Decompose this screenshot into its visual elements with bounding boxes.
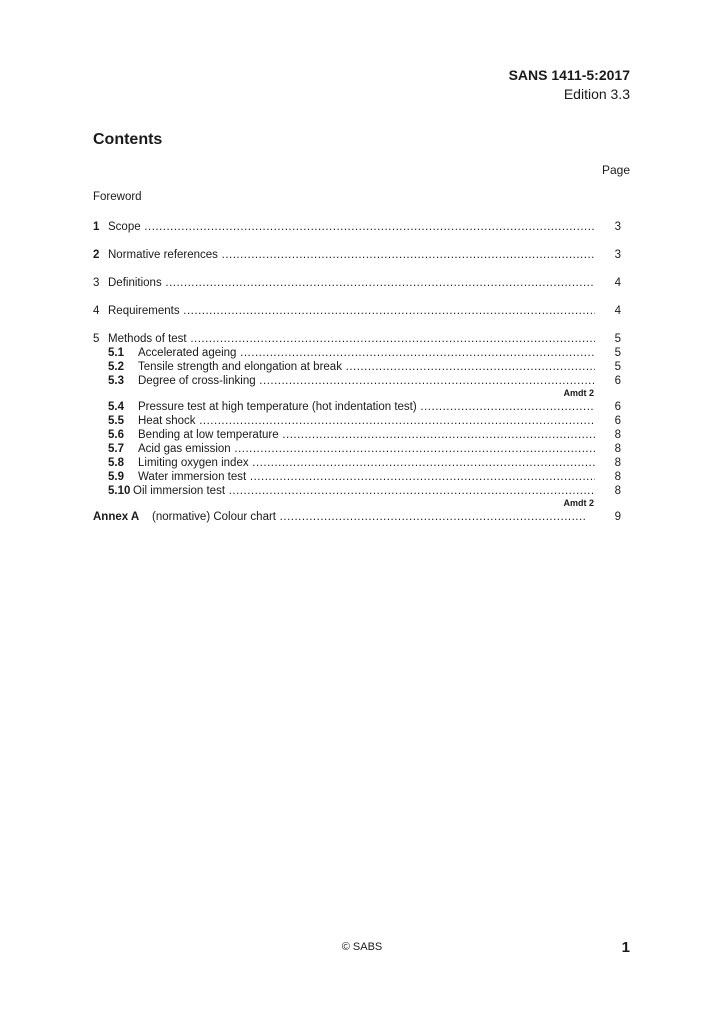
toc-entry-number: 5.10 <box>108 485 131 497</box>
toc-subentry-5-10[interactable] <box>108 484 631 498</box>
toc-entry-methods-of-test[interactable] <box>93 332 631 346</box>
toc-entry-number: 5 <box>93 333 100 345</box>
toc-entry-page: 6 <box>614 415 621 427</box>
toc-subentry-5-7[interactable] <box>108 442 631 456</box>
toc-entry-label: Requirements ..... <box>108 304 595 318</box>
toc-entry-number: 2 <box>93 249 100 261</box>
toc-entry-label: Water immersion test ..... <box>138 470 595 484</box>
amendment-mark: Amdt 2 <box>563 388 594 398</box>
annex-title: (normative) Colour chart ..... <box>152 510 586 524</box>
toc-foreword[interactable]: Foreword <box>93 191 142 203</box>
standard-number: SANS 1411-5:2017 <box>508 67 630 83</box>
toc-entry-page: 8 <box>614 471 621 483</box>
toc-entry-page: 5 <box>614 347 621 359</box>
toc-subentry-5-4[interactable] <box>108 400 631 414</box>
toc-entry-page: 8 <box>614 485 621 497</box>
toc-entry-label: Definitions ..... <box>108 276 595 290</box>
toc-entry-label: Oil immersion test ..... <box>133 484 595 498</box>
toc-subentry-5-8[interactable] <box>108 456 631 470</box>
toc-entry-page: 6 <box>614 375 621 387</box>
toc-entry-label: Scope ..... <box>108 220 595 234</box>
toc-entry-number: 5.2 <box>108 361 124 373</box>
toc-entry-page: 4 <box>614 305 621 317</box>
page-number: 1 <box>621 939 630 956</box>
toc-entry-requirements[interactable] <box>93 304 631 318</box>
toc-entry-label: Tensile strength and elongation at break ..... <box>138 360 595 374</box>
toc-entry-number: 5.1 <box>108 347 124 359</box>
toc-entry-page: 5 <box>614 361 621 373</box>
toc-entry-page: 4 <box>614 277 621 289</box>
toc-entry-page: 9 <box>614 511 621 523</box>
amendment-mark: Amdt 2 <box>563 498 594 508</box>
toc-entry-page: 5 <box>614 333 621 345</box>
toc-entry-page: 8 <box>614 457 621 469</box>
toc-entry-label: Heat shock ..... <box>138 414 595 428</box>
toc-subentry-5-5[interactable] <box>108 414 631 428</box>
toc-entry-number: 5.5 <box>108 415 124 427</box>
toc-entry-normative-references[interactable] <box>93 248 631 262</box>
edition-label: Edition 3.3 <box>563 86 630 102</box>
toc-subentry-5-2[interactable] <box>108 360 631 374</box>
toc-entry-number: 4 <box>93 305 100 317</box>
toc-entry-page: 3 <box>614 249 621 261</box>
toc-entry-page: 8 <box>614 443 621 455</box>
toc-entry-number: 1 <box>93 221 100 233</box>
toc-entry-label: Methods of test ..... <box>108 332 595 346</box>
toc-entry-label: Accelerated ageing ..... <box>138 346 595 360</box>
toc-entry-scope[interactable] <box>93 220 631 234</box>
toc-entry-number: 5.3 <box>108 375 124 387</box>
toc-entry-number: 5.4 <box>108 401 124 413</box>
toc-entry-label: Bending at low temperature ..... <box>138 428 595 442</box>
toc-entry-label: Pressure test at high temperature (hot indentation test) ..... <box>138 400 595 414</box>
toc-subentry-5-9[interactable] <box>108 470 631 484</box>
contents-heading: Contents <box>93 131 163 148</box>
toc-entry-number: 3 <box>93 277 100 289</box>
toc-entry-number: 5.7 <box>108 443 124 455</box>
toc-entry-annex-a[interactable] <box>93 510 631 524</box>
toc-entry-page: 6 <box>614 401 621 413</box>
toc-subentry-5-3[interactable] <box>108 374 631 388</box>
toc-entry-page: 8 <box>614 429 621 441</box>
toc-entry-page: 3 <box>614 221 621 233</box>
toc-subentry-5-1[interactable] <box>108 346 631 360</box>
copyright-footer: © SABS <box>341 941 383 953</box>
toc-entry-definitions[interactable] <box>93 276 631 290</box>
toc-entry-number: 5.6 <box>108 429 124 441</box>
toc-subentry-5-6[interactable] <box>108 428 631 442</box>
toc-entry-label: Normative references ..... <box>108 248 595 262</box>
toc-entry-number: 5.9 <box>108 471 124 483</box>
toc-entry-label: Acid gas emission ..... <box>138 442 595 456</box>
page-column-heading: Page <box>601 163 630 177</box>
annex-label: Annex A <box>93 511 140 523</box>
toc-entry-number: 5.8 <box>108 457 124 469</box>
toc-entry-label: Limiting oxygen index ..... <box>138 456 595 470</box>
toc-entry-label: Degree of cross-linking ..... <box>138 374 595 388</box>
